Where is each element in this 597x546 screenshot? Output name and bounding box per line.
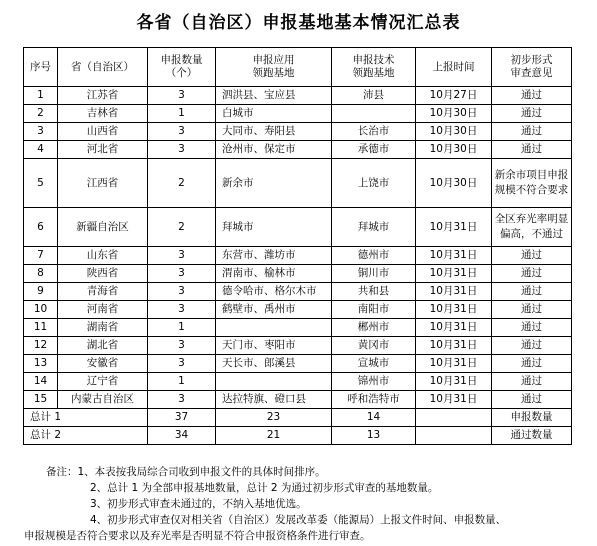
table-row <box>24 337 572 355</box>
note-line: 2、总计 1 为全部申报基地数量，总计 2 为通过初步形式审查的基地数量。 <box>90 482 439 494</box>
cell-seq: 9 <box>24 283 58 301</box>
table-row <box>24 141 572 159</box>
total-count: 37 <box>148 409 216 427</box>
cell-tech-base: 拜城市 <box>332 208 416 247</box>
cell-tech-base: 郴州市 <box>332 319 416 337</box>
header-row <box>24 48 572 87</box>
cell-count: 2 <box>148 159 216 208</box>
cell-seq: 8 <box>24 265 58 283</box>
total-time <box>416 427 492 445</box>
cell-review: 通过 <box>492 283 572 301</box>
cell-province: 新疆自治区 <box>58 208 148 247</box>
cell-province: 青海省 <box>58 283 148 301</box>
table-row <box>24 105 572 123</box>
cell-seq: 13 <box>24 355 58 373</box>
cell-seq: 7 <box>24 247 58 265</box>
cell-app-base: 达拉特旗、磴口县 <box>216 391 332 409</box>
cell-count: 3 <box>148 355 216 373</box>
cell-review: 通过 <box>492 265 572 283</box>
cell-review: 通过 <box>492 141 572 159</box>
table-row <box>24 391 572 409</box>
total-review: 通过数量 <box>492 427 572 445</box>
total-row <box>24 409 572 427</box>
cell-count: 3 <box>148 247 216 265</box>
cell-tech-base: 宣城市 <box>332 355 416 373</box>
cell-app-base <box>216 319 332 337</box>
cell-count: 3 <box>148 283 216 301</box>
cell-time: 10月31日 <box>416 247 492 265</box>
total-label: 总计 1 <box>24 409 148 427</box>
cell-app-base: 新余市 <box>216 159 332 208</box>
cell-app-base: 沧州市、保定市 <box>216 141 332 159</box>
cell-time: 10月31日 <box>416 337 492 355</box>
cell-province: 吉林省 <box>58 105 148 123</box>
cell-time: 10月30日 <box>416 105 492 123</box>
total-label: 总计 2 <box>24 427 148 445</box>
total-row <box>24 427 572 445</box>
cell-count: 1 <box>148 319 216 337</box>
cell-tech-base: 铜川市 <box>332 265 416 283</box>
cell-count: 2 <box>148 208 216 247</box>
cell-app-base: 拜城市 <box>216 208 332 247</box>
table-row <box>24 265 572 283</box>
cell-app-base: 天门市、枣阳市 <box>216 337 332 355</box>
note-line: 备注：1、本表按我局综合司收到申报文件的具体时间排序。 <box>46 466 326 478</box>
cell-tech-base <box>332 105 416 123</box>
header-count: 申报数量 （个） <box>148 48 216 87</box>
cell-time: 10月30日 <box>416 141 492 159</box>
cell-app-base <box>216 373 332 391</box>
total-count: 34 <box>148 427 216 445</box>
cell-app-base: 渭南市、榆林市 <box>216 265 332 283</box>
cell-province: 安徽省 <box>58 355 148 373</box>
total-review: 申报数量 <box>492 409 572 427</box>
cell-review: 通过 <box>492 337 572 355</box>
cell-app-base: 鹤壁市、禹州市 <box>216 301 332 319</box>
cell-time: 10月31日 <box>416 208 492 247</box>
cell-seq: 10 <box>24 301 58 319</box>
cell-province: 山东省 <box>58 247 148 265</box>
cell-time: 10月31日 <box>416 319 492 337</box>
total-time <box>416 409 492 427</box>
cell-seq: 4 <box>24 141 58 159</box>
table-row <box>24 87 572 105</box>
table-row <box>24 373 572 391</box>
cell-review: 新余市项目申报规模不符合要求 <box>492 159 572 208</box>
cell-tech-base: 长治市 <box>332 123 416 141</box>
cell-count: 3 <box>148 123 216 141</box>
cell-review: 通过 <box>492 247 572 265</box>
cell-seq: 14 <box>24 373 58 391</box>
note-line: 申报规模是否符合要求以及弃光率是否明显不符合申报资格条件进行审查。 <box>24 530 371 542</box>
cell-province: 辽宁省 <box>58 373 148 391</box>
cell-province: 江苏省 <box>58 87 148 105</box>
cell-seq: 15 <box>24 391 58 409</box>
cell-app-base: 德令哈市、格尔木市 <box>216 283 332 301</box>
header-seq: 序号 <box>24 48 58 87</box>
cell-seq: 6 <box>24 208 58 247</box>
cell-seq: 11 <box>24 319 58 337</box>
cell-count: 3 <box>148 391 216 409</box>
cell-time: 10月31日 <box>416 283 492 301</box>
cell-count: 3 <box>148 265 216 283</box>
cell-review: 通过 <box>492 301 572 319</box>
cell-province: 陕西省 <box>58 265 148 283</box>
cell-review: 通过 <box>492 355 572 373</box>
table-row <box>24 355 572 373</box>
cell-time: 10月30日 <box>416 159 492 208</box>
cell-tech-base: 沛县 <box>332 87 416 105</box>
cell-count: 3 <box>148 337 216 355</box>
note-line: 4、初步形式审查仅对相关省（自治区）发展改革委（能源局）上报文件时间、申报数量、 <box>90 514 507 526</box>
cell-province: 湖北省 <box>58 337 148 355</box>
cell-count: 3 <box>148 301 216 319</box>
cell-review: 通过 <box>492 87 572 105</box>
header-review: 初步形式 审查意见 <box>492 48 572 87</box>
cell-app-base: 天长市、郎溪县 <box>216 355 332 373</box>
total-tech-base: 14 <box>332 409 416 427</box>
cell-time: 10月27日 <box>416 87 492 105</box>
summary-table <box>23 47 572 445</box>
total-app-base: 23 <box>216 409 332 427</box>
cell-review: 通过 <box>492 391 572 409</box>
note-line: 3、初步形式审查未通过的，不纳入基地优选。 <box>90 498 307 510</box>
header-tech-base: 申报技术 领跑基地 <box>332 48 416 87</box>
cell-count: 1 <box>148 373 216 391</box>
notes <box>24 464 586 544</box>
cell-app-base: 白城市 <box>216 105 332 123</box>
cell-seq: 3 <box>24 123 58 141</box>
cell-tech-base: 共和县 <box>332 283 416 301</box>
table-row <box>24 301 572 319</box>
table-row <box>24 208 572 247</box>
cell-province: 江西省 <box>58 159 148 208</box>
page-title: 各省（自治区）申报基地基本情况汇总表 <box>136 13 461 33</box>
cell-province: 河南省 <box>58 301 148 319</box>
cell-review: 通过 <box>492 373 572 391</box>
table-row <box>24 159 572 208</box>
header-province: 省（自治区） <box>58 48 148 87</box>
cell-seq: 5 <box>24 159 58 208</box>
cell-tech-base: 承德市 <box>332 141 416 159</box>
cell-count: 1 <box>148 105 216 123</box>
total-tech-base: 13 <box>332 427 416 445</box>
cell-seq: 2 <box>24 105 58 123</box>
table-row <box>24 247 572 265</box>
cell-time: 10月30日 <box>416 123 492 141</box>
table-row <box>24 283 572 301</box>
cell-province: 河北省 <box>58 141 148 159</box>
cell-tech-base: 锦州市 <box>332 373 416 391</box>
cell-time: 10月31日 <box>416 355 492 373</box>
table-row <box>24 319 572 337</box>
cell-review: 通过 <box>492 319 572 337</box>
header-app-base: 申报应用 领跑基地 <box>216 48 332 87</box>
cell-tech-base: 南阳市 <box>332 301 416 319</box>
cell-app-base: 大同市、寿阳县 <box>216 123 332 141</box>
cell-time: 10月31日 <box>416 373 492 391</box>
cell-review: 通过 <box>492 105 572 123</box>
cell-app-base: 东营市、潍坊市 <box>216 247 332 265</box>
total-app-base: 21 <box>216 427 332 445</box>
cell-tech-base: 黄冈市 <box>332 337 416 355</box>
cell-tech-base: 德州市 <box>332 247 416 265</box>
cell-time: 10月31日 <box>416 391 492 409</box>
cell-province: 山西省 <box>58 123 148 141</box>
cell-province: 内蒙古自治区 <box>58 391 148 409</box>
cell-time: 10月31日 <box>416 265 492 283</box>
cell-count: 3 <box>148 87 216 105</box>
cell-time: 10月31日 <box>416 301 492 319</box>
cell-review: 全区弃光率明显偏高，不通过 <box>492 208 572 247</box>
header-time: 上报时间 <box>416 48 492 87</box>
cell-app-base: 泗洪县、宝应县 <box>216 87 332 105</box>
cell-review: 通过 <box>492 123 572 141</box>
cell-seq: 1 <box>24 87 58 105</box>
cell-tech-base: 上饶市 <box>332 159 416 208</box>
cell-province: 湖南省 <box>58 319 148 337</box>
cell-tech-base: 呼和浩特市 <box>332 391 416 409</box>
table-row <box>24 123 572 141</box>
cell-count: 3 <box>148 141 216 159</box>
cell-seq: 12 <box>24 337 58 355</box>
